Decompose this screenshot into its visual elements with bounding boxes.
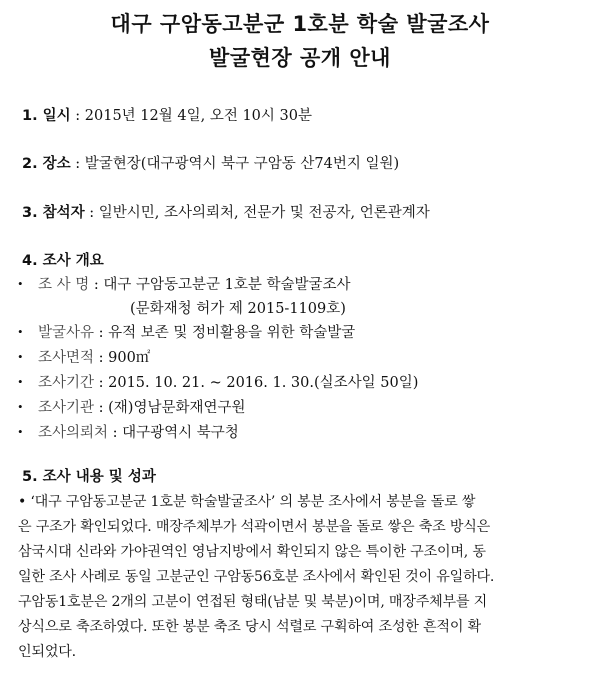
overview-item-institution xyxy=(38,396,246,417)
overview-item-area xyxy=(38,346,150,367)
overview-item-client-value: : 대구광역시 북구청 xyxy=(108,425,239,441)
section-place-label: 2. 장소 xyxy=(22,156,71,172)
overview-item-name-label: 조 사 명 xyxy=(38,277,90,293)
overview-bullet: • xyxy=(18,399,23,414)
overview-bullet: • xyxy=(18,276,23,291)
overview-item-client-label: 조사의뢰처 xyxy=(38,425,109,441)
results-paragraph-line: 일한 조사 사례로 동일 고분군인 구암동56호분 조사에서 확인된 것이 유일하다. xyxy=(18,569,495,585)
section-attendees-label: 3. 참석자 xyxy=(22,205,85,221)
overview-permit: (문화재청 허가 제 2015-1109호) xyxy=(130,301,346,317)
overview-bullet: • xyxy=(18,349,23,364)
document-subtitle: 발굴현장 공개 안내 xyxy=(209,46,391,70)
overview-item-name xyxy=(38,273,351,294)
results-paragraph-line: • ‘대구 구암동고분군 1호분 학술발굴조사’ 의 봉분 조사에서 봉분을 돌로 쌓 xyxy=(18,494,476,510)
section-attendees-separator: : xyxy=(84,205,99,221)
section-date-value: 2015년 12월 4일, 오전 10시 30분 xyxy=(84,108,312,124)
overview-item-reason-label: 발굴사유 xyxy=(38,325,95,341)
section-date-separator: : xyxy=(70,108,85,124)
overview-item-area-label: 조사면적 xyxy=(38,350,95,366)
overview-bullet: • xyxy=(18,424,23,439)
overview-item-institution-label: 조사기관 xyxy=(38,400,95,416)
section-place-value: 발굴현장(대구광역시 북구 구암동 산74번지 일원) xyxy=(84,156,400,172)
overview-item-institution-value: : (재)영남문화재연구원 xyxy=(94,400,246,416)
section-attendees-value: 일반시민, 조사의뢰처, 전문가 및 전공자, 언론관계자 xyxy=(98,205,430,221)
section-date xyxy=(22,104,312,125)
section-attendees xyxy=(22,201,430,222)
overview-item-period-label: 조사기간 xyxy=(38,375,95,391)
section-overview-heading: 4. 조사 개요 xyxy=(22,253,104,269)
overview-bullet: • xyxy=(18,374,23,389)
section-date-label: 1. 일시 xyxy=(22,108,71,124)
results-paragraph-line: 은 구조가 확인되었다. 매장주체부가 석곽이면서 봉분을 돌로 쌓은 축조 방식은 xyxy=(18,519,491,535)
overview-item-period xyxy=(38,371,418,392)
overview-item-area-value: : 900㎡ xyxy=(94,350,151,366)
overview-item-reason-value: : 유적 보존 및 정비활용을 위한 학술발굴 xyxy=(94,325,356,341)
section-place xyxy=(22,152,399,173)
overview-item-name-value: : 대구 구암동고분군 1호분 학술발굴조사 xyxy=(89,277,351,293)
results-paragraph-line: 삼국시대 신라와 가야권역인 영남지방에서 확인되지 않은 특이한 구조이며, 동 xyxy=(18,544,486,560)
results-paragraph-line: 구암동1호분은 2개의 고분이 연접된 형태(남분 및 북분)이며, 매장주체부를 지 xyxy=(18,594,488,610)
section-place-separator: : xyxy=(70,156,85,172)
results-paragraph-line: 상식으로 축조하였다. 또한 봉분 축조 당시 석렬로 구획하여 조성한 흔적이 확 xyxy=(18,619,481,635)
document-title: 대구 구암동고분군 1호분 학술 발굴조사 xyxy=(110,12,490,36)
overview-item-reason xyxy=(38,321,355,342)
section-results-heading: 5. 조사 내용 및 성과 xyxy=(22,469,156,485)
overview-item-period-value: : 2015. 10. 21. ~ 2016. 1. 30.(실조사일 50일) xyxy=(94,375,419,391)
overview-bullet: • xyxy=(18,324,23,339)
results-paragraph-line: 인되었다. xyxy=(18,644,76,660)
overview-item-client xyxy=(38,421,239,442)
